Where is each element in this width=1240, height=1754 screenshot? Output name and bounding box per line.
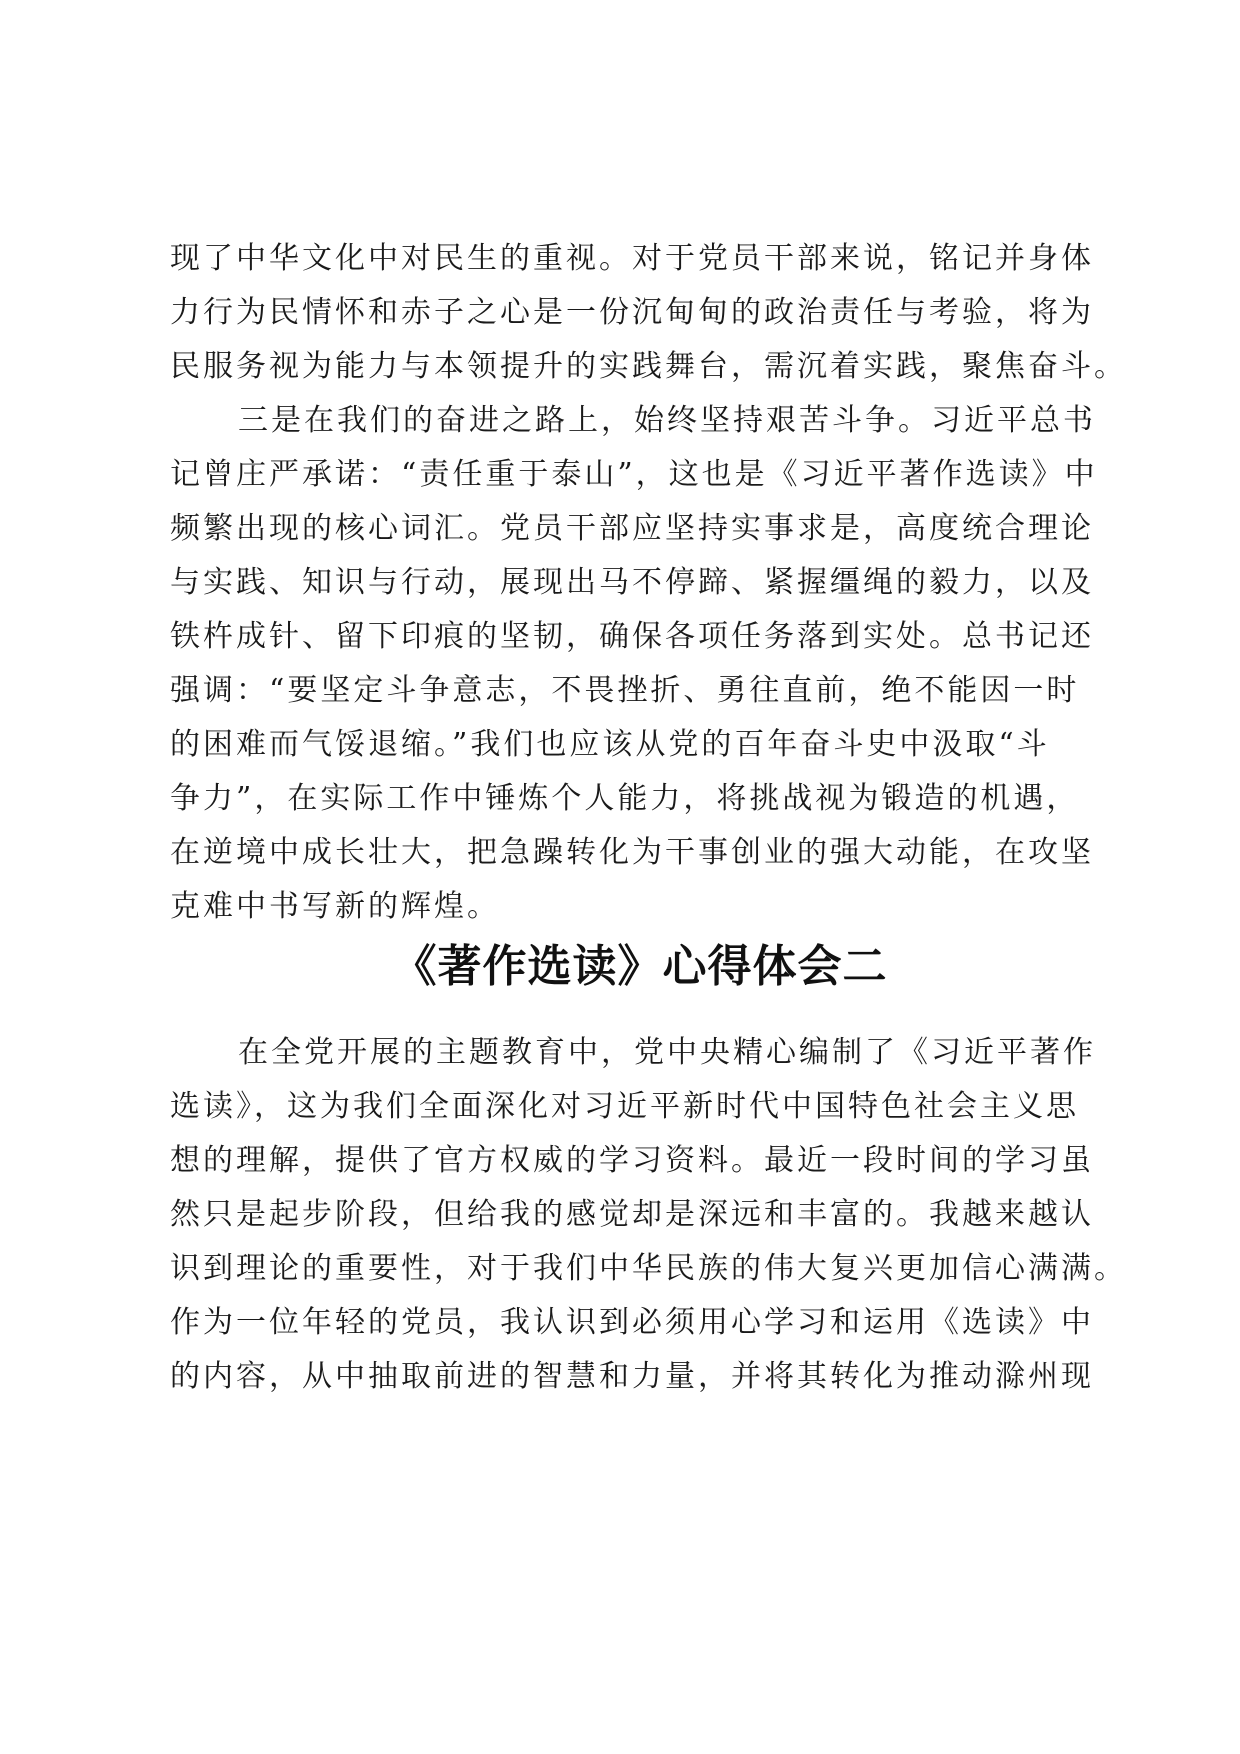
paragraph-point-three [170, 394, 1110, 934]
text-line: 在逆境中成长壮大，把急躁转化为干事创业的强大动能，在攻坚 [170, 835, 1094, 870]
text-line: 在全党开展的主题教育中，党中央精心编制了《习近平著作 [238, 1035, 1096, 1070]
text-line: 识到理论的重要性，对于我们中华民族的伟大复兴更加信心满满。 [170, 1251, 1127, 1286]
text-line: 的内容，从中抽取前进的智慧和力量，并将其转化为推动滁州现 [170, 1359, 1094, 1394]
text-line: 的困难而气馁退缩。”我们也应该从党的百年奋斗史中汲取“斗 [170, 727, 1050, 762]
text-line: 民服务视为能力与本领提升的实践舞台，需沉着实践，聚焦奋斗。 [170, 349, 1127, 384]
text-line: 现了中华文化中对民生的重视。对于党员干部来说，铭记并身体 [170, 241, 1094, 276]
text-line: 记曾庄严承诺：“责任重于泰山”，这也是《习近平著作选读》中 [170, 457, 1098, 492]
text-line: 与实践、知识与行动，展现出马不停蹄、紧握缰绳的毅力，以及 [170, 565, 1094, 600]
text-line: 想的理解，提供了官方权威的学习资料。最近一段时间的学习虽 [170, 1143, 1094, 1178]
text-line: 然只是起步阶段，但给我的感觉却是深远和丰富的。我越来越认 [170, 1197, 1094, 1232]
text-line: 作为一位年轻的党员，我认识到必须用心学习和运用《选读》中 [170, 1305, 1094, 1340]
text-line: 力行为民情怀和赤子之心是一份沉甸甸的政治责任与考验，将为 [170, 295, 1094, 330]
paragraph-intro [170, 1026, 1127, 1404]
text-line: 选读》，这为我们全面深化对习近平新时代中国特色社会主义思 [170, 1089, 1079, 1124]
text-line: 三是在我们的奋进之路上，始终坚持艰苦斗争。习近平总书 [238, 403, 1096, 438]
text-line: 克难中书写新的辉煌。 [170, 889, 500, 924]
text-line: 强调：“要坚定斗争意志，不畏挫折、勇往直前，绝不能因一时 [170, 673, 1080, 708]
paragraph-continued [170, 232, 1127, 394]
text-line: 争力”，在实际工作中锤炼个人能力，将挑战视为锻造的机遇， [170, 781, 1080, 816]
text-line: 频繁出现的核心词汇。党员干部应坚持实事求是，高度统合理论 [170, 511, 1094, 546]
section-heading: 《著作选读》心得体会二 [392, 941, 888, 992]
text-line: 铁杵成针、留下印痕的坚韧，确保各项任务落到实处。总书记还 [170, 619, 1094, 654]
